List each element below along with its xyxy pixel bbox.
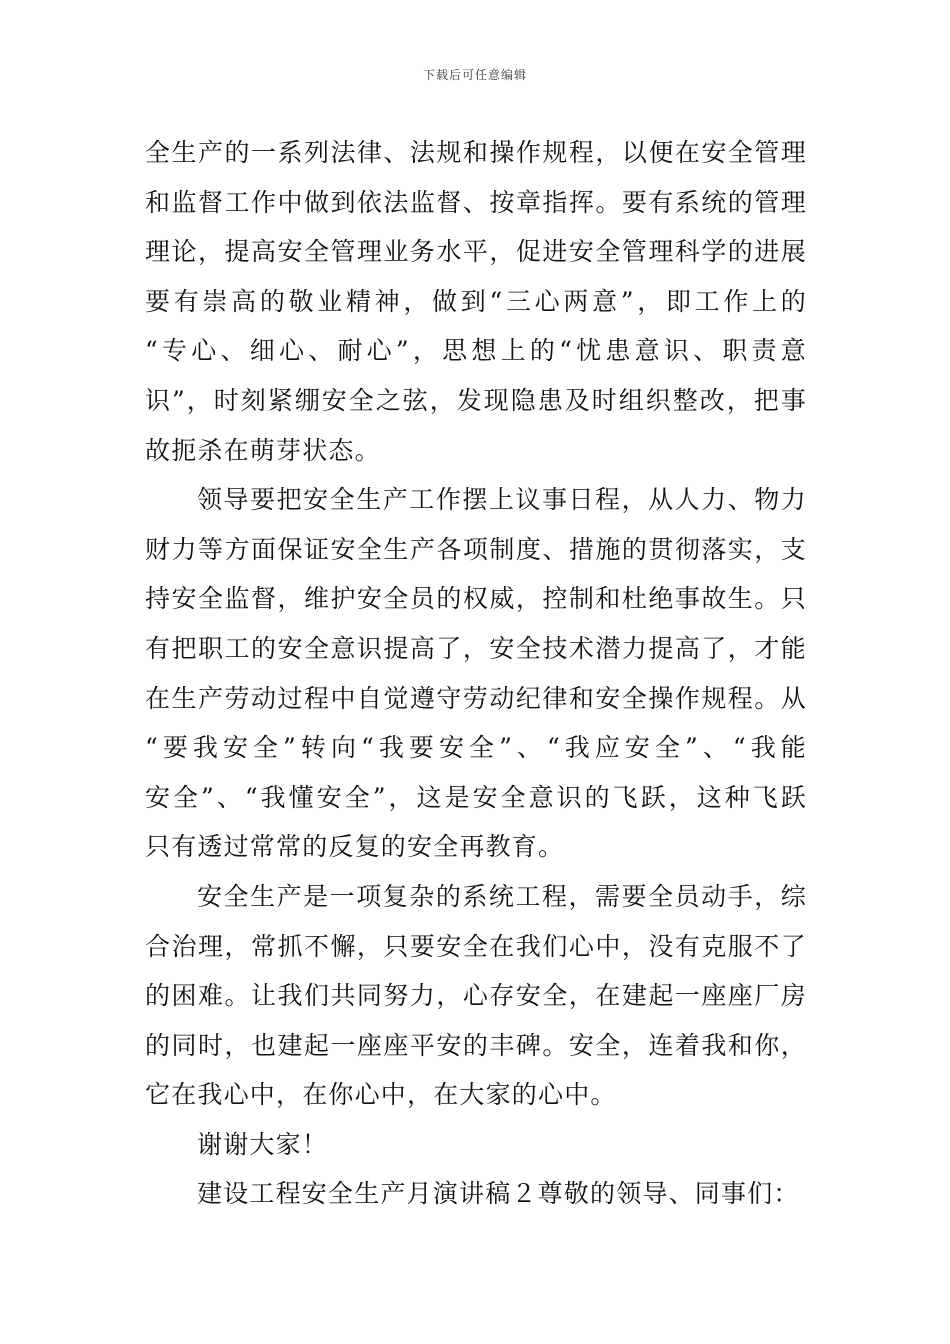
header-note: 下载后可任意编辑 (422, 68, 527, 82)
text-line: 和监督工作中做到依法监督、按章指挥。要有系统的管理 (145, 187, 807, 217)
text-line: 财力等方面保证安全生产各项制度、措施的贯彻落实，支 (145, 534, 807, 564)
text-line: 全生产的一系列法律、法规和操作规程，以便在安全管理 (145, 138, 807, 167)
text-line: 要有崇高的敬业精神，做到“三心两意”，即工作上的 (145, 286, 807, 316)
text-line: 的同时，也建起一座座平安的丰碑。安全，连着我和你， (145, 1030, 807, 1060)
paragraph-first-line: 安全生产是一项复杂的系统工程，需要全员动手，综 (197, 881, 807, 911)
next-speech-heading: 建设工程安全生产月演讲稿２尊敬的领导、同事们： (197, 1179, 800, 1209)
text-line: 故扼杀在萌芽状态。 (145, 435, 381, 465)
text-line: 它在我心中，在你心中，在大家的心中。 (145, 1080, 617, 1110)
text-line: 识”，时刻紧绷安全之弦，发现隐患及时组织整改，把事 (145, 385, 807, 415)
text-line: 持安全监督，维护安全员的权威，控制和杜绝事故生。只 (145, 584, 807, 614)
closing-line: 谢谢大家！ (197, 1129, 329, 1159)
text-line: 安全”、“我懂安全”，这是安全意识的飞跃，这种飞跃 (145, 782, 807, 812)
document-body (145, 128, 807, 1219)
text-line: 只有透过常常的反复的安全再教育。 (145, 832, 565, 862)
text-line: 合治理，常抓不懈，只要安全在我们心中，没有克服不了 (145, 931, 807, 961)
text-line: “专心、细心、耐心”，思想上的“忧患意识、职责意 (145, 336, 807, 366)
paragraph-first-line: 领导要把安全生产工作摆上议事日程，从人力、物力 (197, 485, 807, 515)
text-line: “要我安全”转向“我要安全”、“我应安全”、“我能 (145, 733, 807, 763)
text-line: 的困难。让我们共同努力，心存安全，在建起一座座厂房 (145, 981, 807, 1011)
text-line: 在生产劳动过程中自觉遵守劳动纪律和安全操作规程。从 (145, 683, 807, 713)
text-line: 理论，提高安全管理业务水平，促进安全管理科学的进展 (145, 237, 807, 267)
text-line: 有把职工的安全意识提高了，安全技术潜力提高了，才能 (145, 633, 807, 663)
